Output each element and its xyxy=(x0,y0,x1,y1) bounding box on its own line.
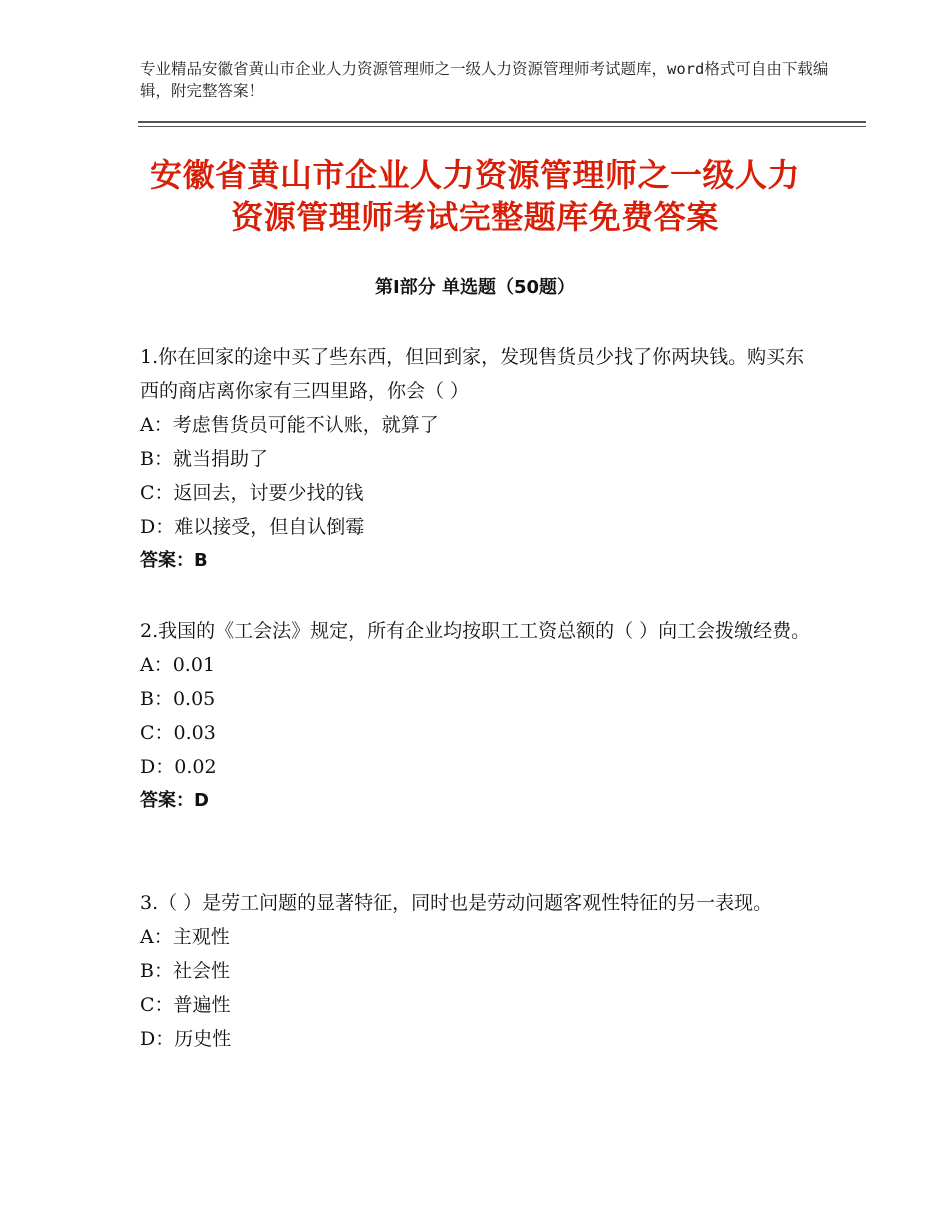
question-text: 1.你在回家的途中买了些东西，但回到家，发现售货员少找了你两块钱。购买东西的商店离你家有三四里路，你会（ ） xyxy=(140,346,805,402)
option-c: C：返回去，讨要少找的钱 xyxy=(140,482,364,504)
header-divider-thin xyxy=(138,126,866,127)
header-note: 专业精品安徽省黄山市企业人力资源管理师之一级人力资源管理师考试题库，word格式可自由下载编辑，附完整答案！ xyxy=(140,60,829,100)
option-c: C：普遍性 xyxy=(140,994,231,1016)
option-a: A：主观性 xyxy=(140,926,230,948)
option-d: D：历史性 xyxy=(140,1028,232,1050)
answer: 答案：D xyxy=(140,790,209,811)
document-title: 安徽省黄山市企业人力资源管理师之一级人力资源管理师考试完整题库免费答案 xyxy=(149,156,800,236)
question-text: 3.（ ）是劳工问题的显著特征，同时也是劳动问题客观性特征的另一表现。 xyxy=(140,892,773,914)
question-text: 2.我国的《工会法》规定，所有企业均按职工工资总额的（ ）向工会拨缴经费。 xyxy=(140,620,811,642)
option-d: D：难以接受，但自认倒霉 xyxy=(140,516,365,538)
option-b: B：社会性 xyxy=(140,960,230,982)
question-1 xyxy=(140,340,820,578)
header-divider-thick xyxy=(138,121,866,123)
option-a: A：0.01 xyxy=(140,654,216,676)
option-a: A：考虑售货员可能不认账，就算了 xyxy=(140,414,439,436)
option-b: B：0.05 xyxy=(140,688,216,710)
option-c: C：0.03 xyxy=(140,722,216,744)
answer: 答案：B xyxy=(140,550,208,571)
section-title: 第Ⅰ部分 单选题（50题） xyxy=(374,277,575,298)
option-b: B：就当捐助了 xyxy=(140,448,268,470)
question-3 xyxy=(140,886,820,1056)
question-2 xyxy=(140,614,820,818)
option-d: D：0.02 xyxy=(140,756,217,778)
